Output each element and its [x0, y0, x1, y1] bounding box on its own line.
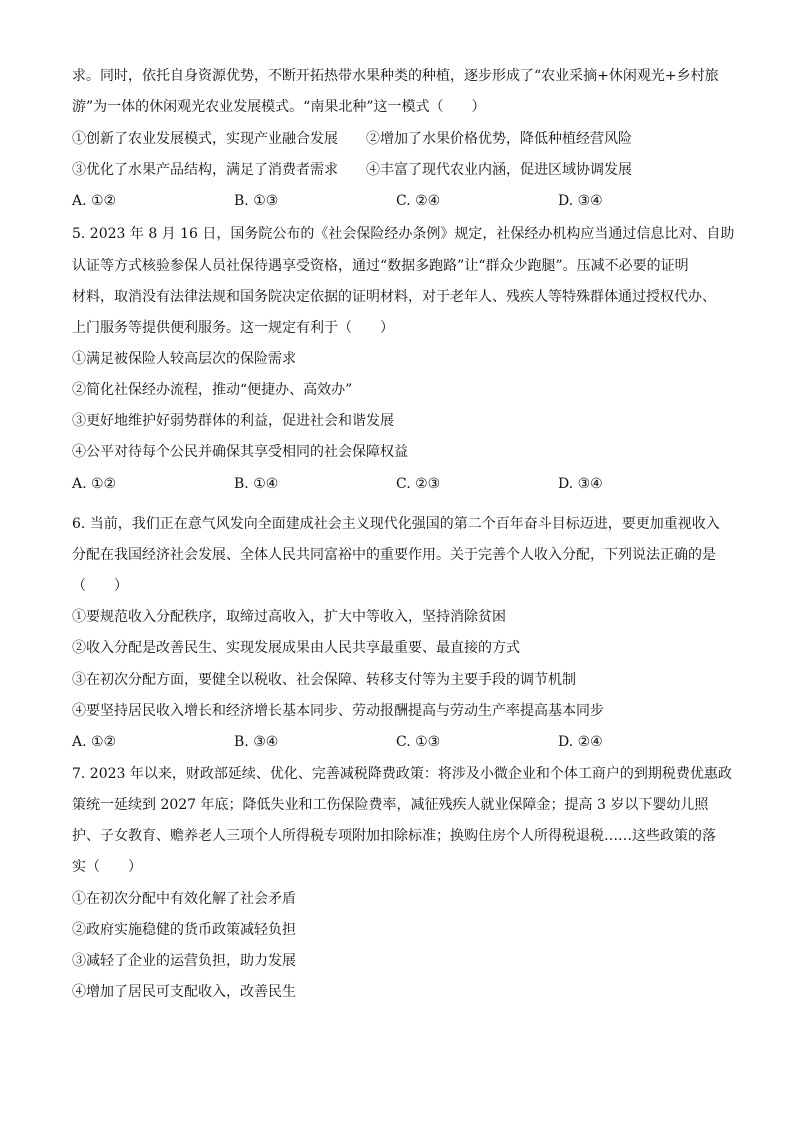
q7-stem-line-4: 实（ ）: [72, 859, 142, 875]
q5-stem-line-1: 5. 2023 年 8 月 16 日，国务院公布的《社会保险经办条例》规定，社保经办机构应当通过信息比对、自助: [72, 226, 735, 242]
q4-choice-c[interactable]: C. ②④: [396, 193, 441, 209]
q5-stem-line-2: 认证等方式核验参保人员社保待遇享受资格，通过“数据多跑路”让“群众少跑腿”。压减不必要的证明: [72, 258, 689, 274]
q4-choice-b[interactable]: B. ①③: [234, 193, 279, 209]
q6-stem-line-2: 分配在我国经济社会发展、全体人民共同富裕中的重要作用。关于完善个人收入分配，下列说法正确的是: [72, 547, 716, 563]
q5-choice-d[interactable]: D. ③④: [558, 476, 603, 492]
q5-choices: [72, 474, 732, 494]
q6-choices: [72, 732, 732, 752]
q4-stem-line-1: 求。同时，依托自身资源优势，不断开拓热带水果种类的种植，逐步形成了“农业采摘+休闲观光+乡村旅: [72, 68, 719, 84]
q5-stem-line-4: 上门服务等提供便利服务。这一规定有利于（ ）: [72, 320, 394, 336]
q6-option-3: ③在初次分配方面，要健全以税收、社会保障、转移支付等为主要手段的调节机制: [72, 672, 576, 688]
q7-option-1: ①在初次分配中有效化解了社会矛盾: [72, 891, 296, 907]
q4-stem-line-2: 游”为一体的休闲观光农业发展模式。“南果北种”这一模式（ ）: [72, 99, 486, 115]
q6-stem-line-3: （ ）: [72, 578, 128, 594]
q4-choices: [72, 191, 732, 211]
q7-stem-line-2: 策统一延续到 2027 年底；降低失业和工伤保险费率，减征残疾人就业保障金；提高 3 岁以下婴幼儿照: [72, 797, 709, 813]
q4-option-row-2: [72, 160, 732, 180]
q7-option-2: ②政府实施稳健的货币政策减轻负担: [72, 922, 296, 938]
q6-choice-b[interactable]: B. ③④: [234, 734, 279, 750]
q7-option-4: ④增加了居民可支配收入，改善民生: [72, 984, 296, 1000]
q4-choice-a[interactable]: A. ①②: [72, 193, 117, 209]
q5-choice-b[interactable]: B. ①④: [234, 476, 279, 492]
q4-option-row-1: [72, 129, 732, 149]
q6-stem-line-1: 6. 当前，我们正在意气风发向全面建成社会主义现代化强国的第二个百年奋斗目标迈进，要更加重视收入: [72, 516, 720, 532]
q7-stem-line-1: 7. 2023 年以来，财政部延续、优化、完善减税降费政策：将涉及小微企业和个体工商户的到期税费优惠政: [72, 766, 732, 782]
q4-option-2: ②增加了水果价格优势，降低种植经营风险: [366, 131, 632, 147]
q6-choice-a[interactable]: A. ①②: [72, 734, 117, 750]
q7-stem-line-3: 护、子女教育、赡养老人三项个人所得税专项附加扣除标准；换购住房个人所得税退税……这些政策的落: [72, 828, 716, 844]
q4-choice-d[interactable]: D. ③④: [558, 193, 603, 209]
q5-option-2: ②简化社保经办流程，推动“便捷办、高效办”: [72, 382, 353, 398]
q6-option-1: ①要规范收入分配秩序，取缔过高收入，扩大中等收入，坚持消除贫困: [72, 609, 506, 625]
q5-stem-line-3: 材料，取消没有法律法规和国务院决定依据的证明材料，对于老年人、残疾人等特殊群体通过授权代办、: [72, 289, 716, 305]
q4-option-1: ①创新了农业发展模式，实现产业融合发展: [72, 131, 338, 147]
q5-choice-c[interactable]: C. ②③: [396, 476, 441, 492]
q4-option-4: ④丰富了现代农业内涵，促进区域协调发展: [366, 162, 632, 178]
q7-option-3: ③减轻了企业的运营负担，助力发展: [72, 953, 296, 969]
q5-choice-a[interactable]: A. ①②: [72, 476, 117, 492]
q5-option-1: ①满足被保险人较高层次的保险需求: [72, 351, 296, 367]
q6-option-2: ②收入分配是改善民生、实现发展成果由人民共享最重要、最直接的方式: [72, 640, 520, 656]
q6-choice-c[interactable]: C. ①③: [396, 734, 441, 750]
q6-choice-d[interactable]: D. ②④: [558, 734, 603, 750]
q4-option-3: ③优化了水果产品结构，满足了消费者需求: [72, 162, 338, 178]
q5-option-4: ④公平对待每个公民并确保其享受相同的社会保障权益: [72, 444, 408, 460]
q6-option-4: ④要坚持居民收入增长和经济增长基本同步、劳动报酬提高与劳动生产率提高基本同步: [72, 703, 604, 719]
q5-option-3: ③更好地维护好弱势群体的利益，促进社会和谐发展: [72, 413, 394, 429]
